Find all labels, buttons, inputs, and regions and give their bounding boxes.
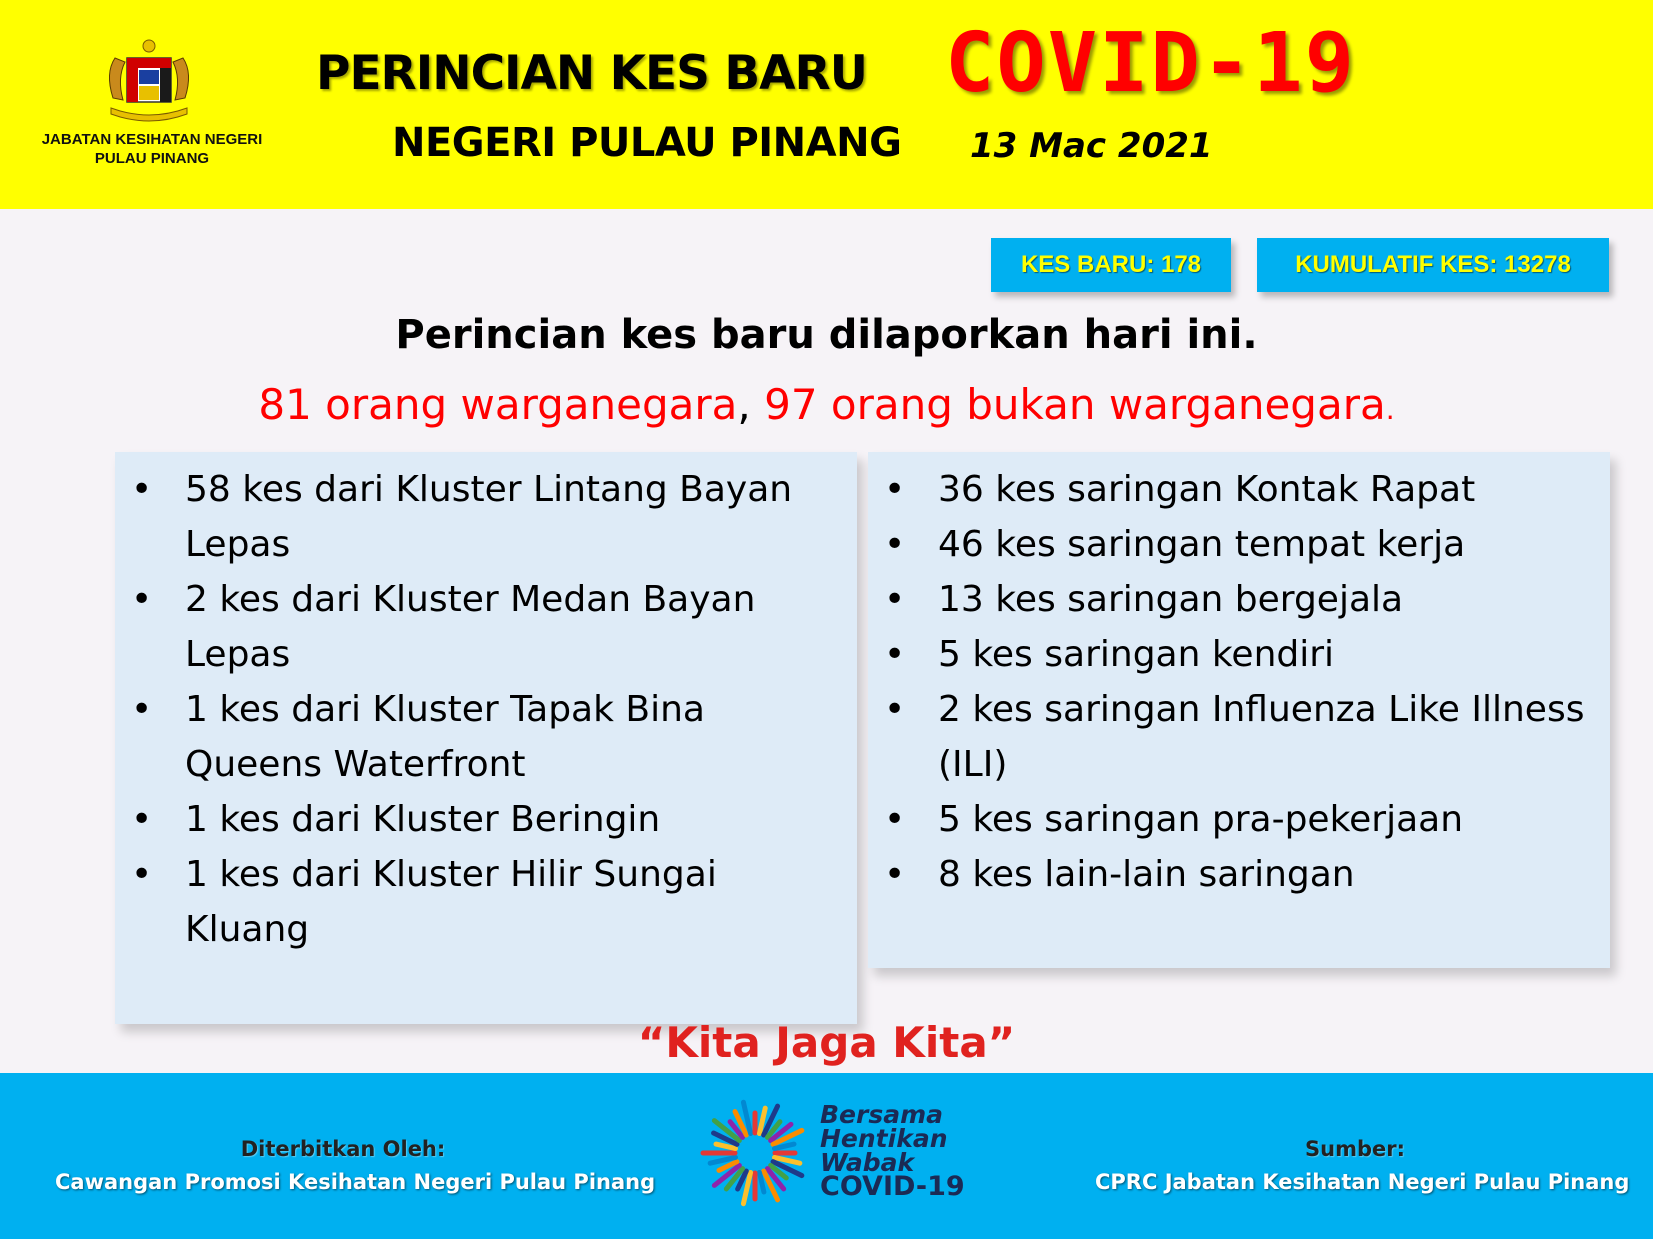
summary-breakdown <box>0 380 1653 429</box>
list-item: • 2 kes saringan Influenza Like Illness (ILI) <box>868 682 1600 792</box>
campaign-line-3: Wabak <box>820 1148 915 1177</box>
bullet-icon: • <box>884 854 906 895</box>
publisher-name: Cawangan Promosi Kesihatan Negeri Pulau Pinang <box>55 1170 656 1194</box>
list-item: • 1 kes dari Kluster Beringin <box>115 792 847 847</box>
list-item: • 13 kes saringan bergejala <box>868 572 1600 627</box>
campaign-line-4: COVID-19 <box>820 1171 965 1202</box>
list-item: • 1 kes dari Kluster Hilir Sungai Kluang <box>115 847 847 957</box>
publisher-label: Diterbitkan Oleh: <box>240 1137 446 1161</box>
list-item: • 5 kes saringan pra-pekerjaan <box>868 792 1600 847</box>
bullet-icon: • <box>131 469 153 510</box>
agency-name <box>18 130 286 168</box>
agency-line-2: PULAU PINANG <box>94 150 210 167</box>
bullet-icon: • <box>884 469 906 510</box>
non-citizens-count: 97 orang bukan warganegara <box>764 380 1386 429</box>
cumulative-cases-badge: KUMULATIF KES: 13278 <box>1257 238 1609 292</box>
cluster-cases-list <box>115 462 847 957</box>
list-item: • 2 kes dari Kluster Medan Bayan Lepas <box>115 572 847 682</box>
new-cases-badge: KES BARU: 178 <box>991 238 1231 292</box>
list-item: • 1 kes dari Kluster Tapak Bina Queens Waterfront <box>115 682 847 792</box>
list-item: • 46 kes saringan tempat kerja <box>868 517 1600 572</box>
campaign-text <box>820 1100 965 1202</box>
campaign-line-2: Hentikan <box>820 1124 948 1153</box>
list-item: • 5 kes saringan kendiri <box>868 627 1600 682</box>
title-line-1: PERINCIAN KES BARU <box>316 46 867 101</box>
citizens-count: 81 orang warganegara <box>258 380 738 429</box>
list-item: • 36 kes saringan Kontak Rapat <box>868 462 1600 517</box>
bullet-icon: • <box>884 799 906 840</box>
header-banner <box>0 0 1653 209</box>
coat-of-arms-icon <box>95 38 203 122</box>
report-date: 13 Mac 2021 <box>970 126 1213 166</box>
summary-heading: Perincian kes baru dilaporkan hari ini. <box>395 312 1258 358</box>
screening-cases-panel <box>868 452 1610 968</box>
bullet-icon: • <box>131 579 153 620</box>
bullet-icon: • <box>884 689 906 730</box>
list-item: • 58 kes dari Kluster Lintang Bayan Lepas <box>115 462 847 572</box>
summary-end: . <box>1385 393 1395 426</box>
slogan: “Kita Jaga Kita” <box>637 1018 1016 1067</box>
screening-cases-list <box>868 462 1600 902</box>
campaign-line-1: Bersama <box>820 1100 944 1129</box>
bullet-icon: • <box>131 799 153 840</box>
bullet-icon: • <box>884 524 906 565</box>
summary-separator: , <box>737 380 751 429</box>
campaign-logo-icon <box>700 1098 810 1208</box>
bullet-icon: • <box>131 689 153 730</box>
cluster-cases-panel <box>115 452 857 1024</box>
source-label: Sumber: <box>1305 1137 1405 1161</box>
bullet-icon: • <box>131 854 153 895</box>
source-name: CPRC Jabatan Kesihatan Negeri Pulau Pinang <box>1095 1170 1630 1194</box>
agency-line-1: JABATAN KESIHATAN NEGERI <box>41 131 263 148</box>
bullet-icon: • <box>884 634 906 675</box>
bullet-icon: • <box>884 579 906 620</box>
list-item: • 8 kes lain-lain saringan <box>868 847 1600 902</box>
title-line-2: NEGERI PULAU PINANG <box>392 120 902 166</box>
title-covid: COVID-19 <box>945 16 1356 111</box>
